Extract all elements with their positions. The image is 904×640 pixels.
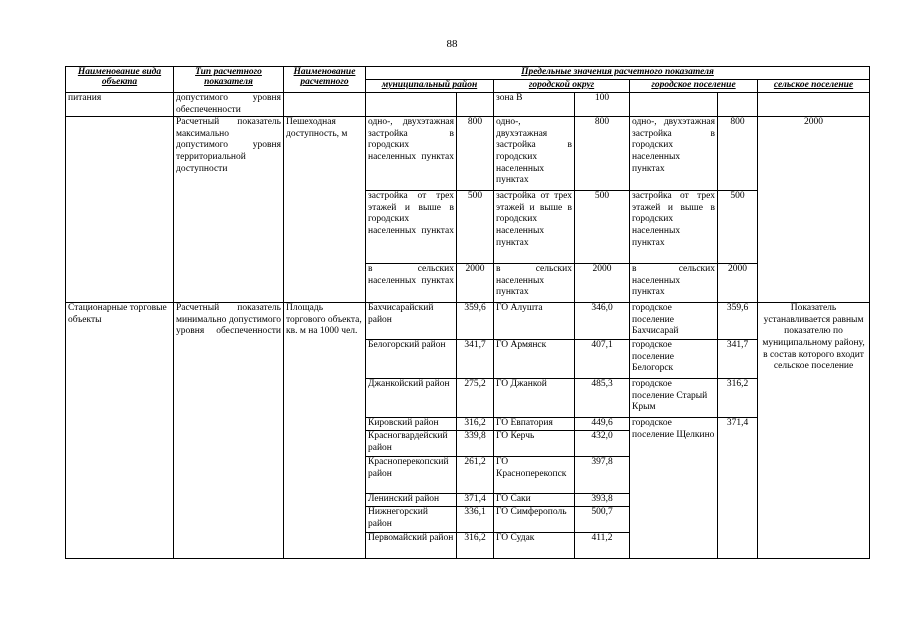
cell-city-text: ГО Армянск (494, 340, 575, 379)
cell-object (66, 117, 174, 303)
cell-name: Пешеходная доступность, м (284, 117, 366, 303)
cell-mun-val (457, 93, 494, 117)
cell-city-text: зона В (494, 93, 575, 117)
cell-urban-val: 800 (718, 117, 758, 191)
cell-urban-text: городское поселение Старый Крым (630, 379, 718, 418)
header-city-district: городской округ (494, 80, 630, 93)
cell-urban-text: одно-, двухэтажная застройка в городских населенных пунктах (630, 117, 718, 191)
header-indicator-type: Тип расчетного показателя (174, 67, 284, 93)
cell-city-val: 2000 (575, 264, 630, 303)
cell-mun-val: 339,8 (457, 431, 494, 457)
cell-mun-text: Первомайский район (366, 533, 457, 559)
cell-mun-val: 336,1 (457, 507, 494, 533)
header-municipal-district: муниципальный район (366, 80, 494, 93)
cell-city-val: 397,8 (575, 457, 630, 494)
cell-mun-val: 2000 (457, 264, 494, 303)
cell-urban-val: 2000 (718, 264, 758, 303)
cell-rural (758, 93, 870, 117)
cell-urban-val (718, 93, 758, 117)
cell-mun-text: Бахчисарайский район (366, 303, 457, 340)
cell-urban-text: в сельских населенных пунктах (630, 264, 718, 303)
cell-mun-val: 261,2 (457, 457, 494, 494)
cell-city-val: 800 (575, 117, 630, 191)
header-urban-settlement: городское поселение (630, 80, 758, 93)
cell-urban-val: 359,6 (718, 303, 758, 340)
cell-type: допустимого уровня обеспеченности (174, 93, 284, 117)
table-row (66, 303, 870, 340)
cell-name (284, 93, 366, 117)
cell-urban-text: городское поселение Щелкино (630, 418, 718, 559)
cell-type: Расчетный показатель минимально допустимого уровня обеспеченности (174, 303, 284, 559)
cell-type: Расчетный показатель максимально допустимого уровня территориальной доступности (174, 117, 284, 303)
cell-city-text: одно-, двухэтажная застройка в городских населенных пунктах (494, 117, 575, 191)
norms-table (65, 66, 870, 559)
cell-urban-text: городское поселение Бахчисарай (630, 303, 718, 340)
cell-city-text: ГО Симферополь (494, 507, 575, 533)
cell-mun-text: Нижнегорский район (366, 507, 457, 533)
cell-city-val: 100 (575, 93, 630, 117)
cell-urban-text (630, 93, 718, 117)
cell-urban-val: 316,2 (718, 379, 758, 418)
cell-urban-text: городское поселение Белогорск (630, 340, 718, 379)
cell-mun-text (366, 93, 457, 117)
cell-urban-val: 341,7 (718, 340, 758, 379)
cell-mun-val: 500 (457, 191, 494, 264)
cell-rural: 2000 (758, 117, 870, 303)
cell-mun-val: 275,2 (457, 379, 494, 418)
header-object-kind: Наименование вида объекта (66, 67, 174, 93)
cell-mun-text: Ленинский район (366, 494, 457, 507)
cell-city-val: 346,0 (575, 303, 630, 340)
cell-mun-val: 800 (457, 117, 494, 191)
cell-mun-text: в сельских населенных пунктах (366, 264, 457, 303)
table-row (66, 93, 870, 117)
cell-urban-text: застройка от трех этажей и выше в городских населенных пунктах (630, 191, 718, 264)
cell-object: Стационарные торговые объекты (66, 303, 174, 559)
cell-city-text: ГО Керчь (494, 431, 575, 457)
cell-mun-text: Белогорский район (366, 340, 457, 379)
cell-city-text: ГО Евпатория (494, 418, 575, 431)
cell-city-val: 411,2 (575, 533, 630, 559)
cell-mun-val: 316,2 (457, 418, 494, 431)
cell-mun-val: 341,7 (457, 340, 494, 379)
cell-city-val: 500 (575, 191, 630, 264)
cell-mun-text: одно-, двухэтажная застройка в городских населенных пунктах (366, 117, 457, 191)
cell-city-text: ГО Красноперекопск (494, 457, 575, 494)
cell-mun-val: 316,2 (457, 533, 494, 559)
cell-city-text: ГО Джанкой (494, 379, 575, 418)
table-row (66, 117, 870, 191)
header-limit-values: Предельные значения расчетного показателя (366, 67, 870, 80)
cell-mun-text: застройка от трех этажей и выше в городских населенных пунктах (366, 191, 457, 264)
cell-urban-val: 500 (718, 191, 758, 264)
header-rural-settlement: сельское поселение (758, 80, 870, 93)
cell-city-val: 432,0 (575, 431, 630, 457)
cell-city-val: 485,3 (575, 379, 630, 418)
cell-city-text: ГО Саки (494, 494, 575, 507)
cell-mun-text: Кировский район (366, 418, 457, 431)
cell-city-text: ГО Судак (494, 533, 575, 559)
cell-mun-text: Джанкойский район (366, 379, 457, 418)
cell-urban-val: 371,4 (718, 418, 758, 559)
page-number: 88 (446, 38, 458, 50)
cell-city-text: застройка от трех этажей и выше в городских населенных пунктах (494, 191, 575, 264)
cell-city-text: ГО Алушта (494, 303, 575, 340)
header-indicator-name: Наименование расчетного (284, 67, 366, 93)
cell-rural: Показатель устанавливается равным показателю по муниципальному району, в состав которого входит сельское поселение (758, 303, 870, 559)
cell-city-val: 407,1 (575, 340, 630, 379)
cell-mun-val: 359,6 (457, 303, 494, 340)
cell-mun-text: Красноперекопский район (366, 457, 457, 494)
cell-mun-val: 371,4 (457, 494, 494, 507)
cell-city-text: в сельских населенных пунктах (494, 264, 575, 303)
cell-city-val: 449,6 (575, 418, 630, 431)
cell-city-val: 500,7 (575, 507, 630, 533)
cell-mun-text: Красногвардейский район (366, 431, 457, 457)
cell-name: Площадь торгового объекта, кв. м на 1000 чел. (284, 303, 366, 559)
cell-city-val: 393,8 (575, 494, 630, 507)
cell-object: питания (66, 93, 174, 117)
